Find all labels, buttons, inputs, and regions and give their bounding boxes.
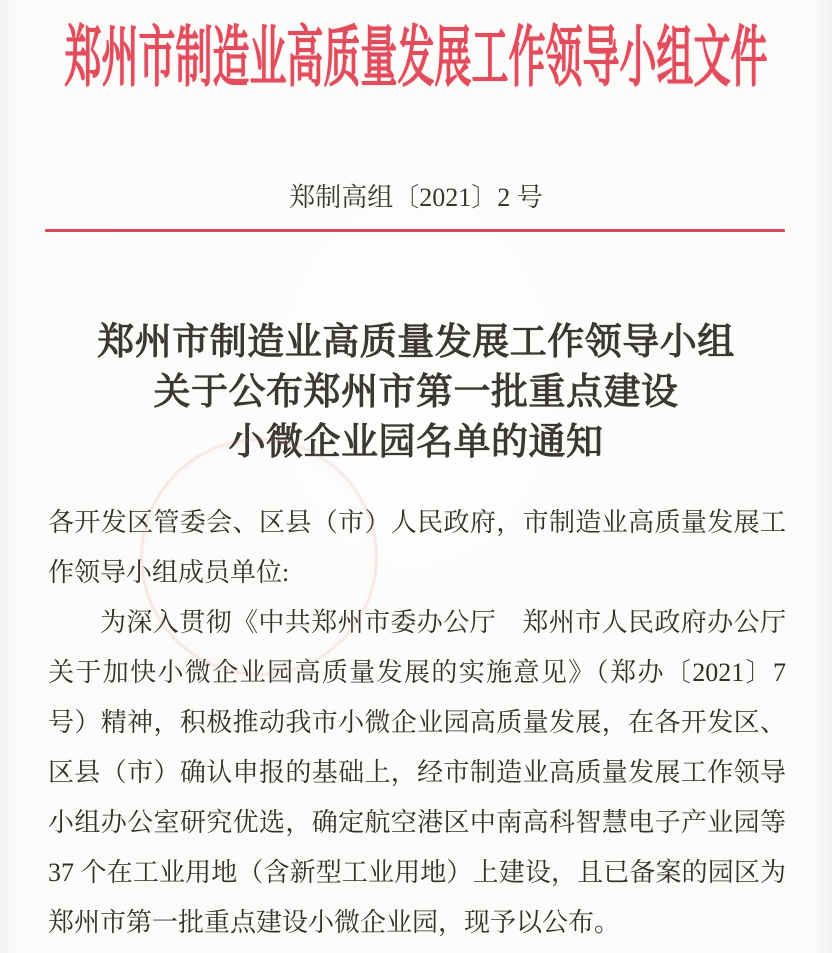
body-line: 为深入贯彻《中共郑州市委办公厅 郑州市人民政府办公厅	[100, 608, 786, 637]
body-line: 区县（市）确认申报的基础上，经市制造业高质量发展工作领导	[48, 758, 786, 787]
document-title	[0, 318, 832, 468]
document-body	[48, 498, 786, 948]
body-line: 小组办公室研究优选，确定航空港区中南高科智慧电子产业园等	[48, 808, 786, 837]
document-number: 郑制高组〔2021〕2 号	[289, 183, 543, 212]
red-divider-rule	[45, 229, 785, 232]
body-line: 关于加快小微企业园高质量发展的实施意见》（郑办〔2021〕7	[48, 658, 786, 687]
document-title-line-2: 关于公布郑州市第一批重点建设	[153, 372, 679, 413]
issuing-org-title: 郑州市制造业高质量发展工作领导小组文件	[64, 22, 768, 96]
body-line: 郑州市第一批重点建设小微企业园，现予以公布。	[48, 908, 621, 937]
body-line: 作领导小组成员单位:	[48, 558, 290, 587]
document-title-line-1: 郑州市制造业高质量发展工作领导小组	[97, 322, 735, 363]
document-title-line-3: 小微企业园名单的通知	[228, 422, 604, 463]
red-header-banner	[0, 15, 832, 105]
body-line: 37 个在工业用地（含新型工业用地）上建设，且已备案的园区为	[48, 858, 786, 887]
body-line: 各开发区管委会、区县（市）人民政府，市制造业高质量发展工	[48, 508, 786, 537]
body-line: 号）精神，积极推动我市小微企业园高质量发展，在各开发区、	[48, 708, 786, 737]
